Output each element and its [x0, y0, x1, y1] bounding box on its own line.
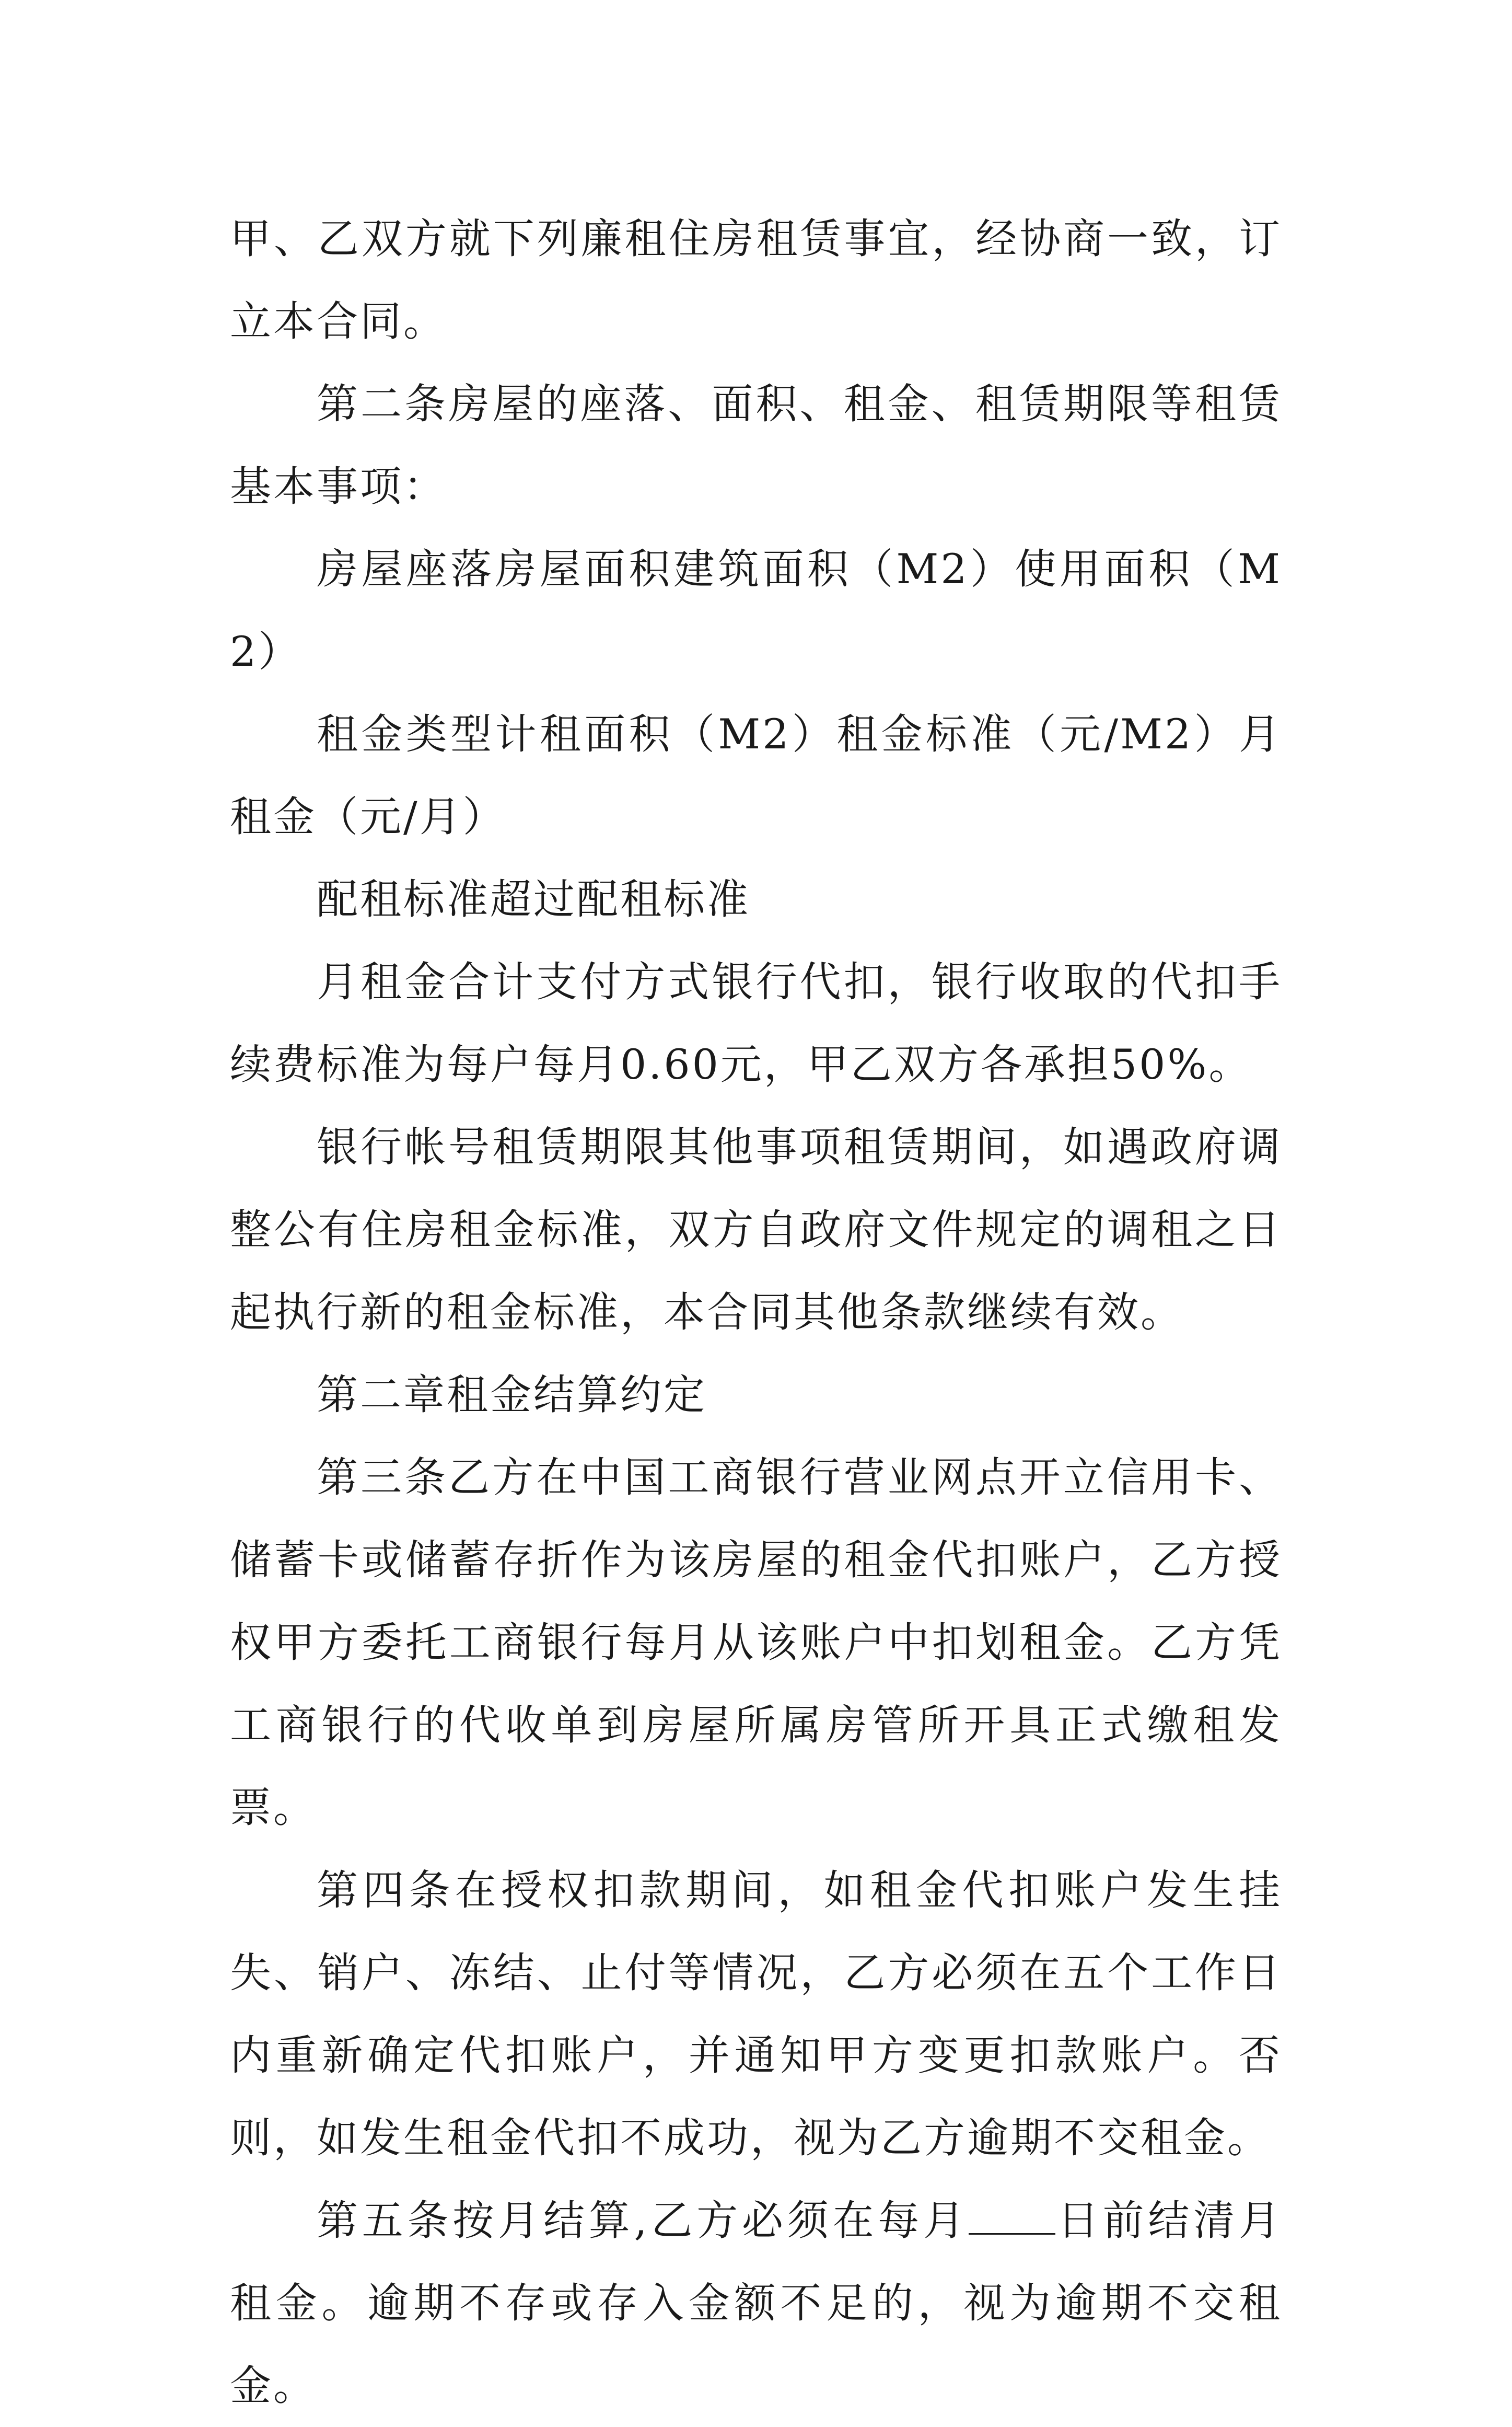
paragraph-3: 房屋座落房屋面积建筑面积（M2）使用面积（M2）: [230, 545, 1282, 676]
paragraph-7: 银行帐号租赁期限其他事项租赁期间，如遇政府调整公有住房租金标准，双方自政府文件规定的调租之日起执行新的租金标准，本合同其他条款继续有效。: [230, 1123, 1282, 1336]
paragraph-1: 甲、乙双方就下列廉租住房租赁事宜，经协商一致，订立本合同。: [230, 215, 1282, 345]
paragraph-9: 第三条乙方在中国工商银行营业网点开立信用卡、储蓄卡或储蓄存折作为该房屋的租金代扣账户，乙方授权甲方委托工商银行每月从该账户中扣划租金。乙方凭工商银行的代收单到房屋所属房管所开具正式缴租发票。: [230, 1453, 1282, 1832]
paragraph-6: 月租金合计支付方式银行代扣，银行收取的代扣手续费标准为每户每月0.60元，甲乙双方各承担50%。: [230, 958, 1282, 1089]
paragraph-10: 第四条在授权扣款期间，如租金代扣账户发生挂失、销户、冻结、止付等情况，乙方必须在五个工作日内重新确定代扣账户，并通知甲方变更扣款账户。否则，如发生租金代扣不成功，视为乙方逾期不交租金。: [230, 1866, 1282, 2162]
paragraph-4: 租金类型计租面积（M2）租金标准（元/M2）月租金（元/月）: [230, 710, 1282, 841]
document-body: [230, 198, 1282, 2427]
paragraph-11: [230, 2179, 1282, 2427]
paragraph-2: 第二条房屋的座落、面积、租金、租赁期限等租赁基本事项：: [230, 380, 1282, 511]
paragraph-8: 第二章租金结算约定: [317, 1371, 707, 1419]
paragraph-11-after-blank: 日前结清月租金。逾期不存或存入金额不足的，视为逾期不交租金。: [230, 2197, 1283, 2410]
fill-in-blank: [969, 2202, 1055, 2235]
paragraph-5: 配租标准超过配租标准: [317, 875, 750, 923]
paragraph-11-before-blank: 第五条按月结算,乙方必须在每月: [317, 2197, 969, 2245]
